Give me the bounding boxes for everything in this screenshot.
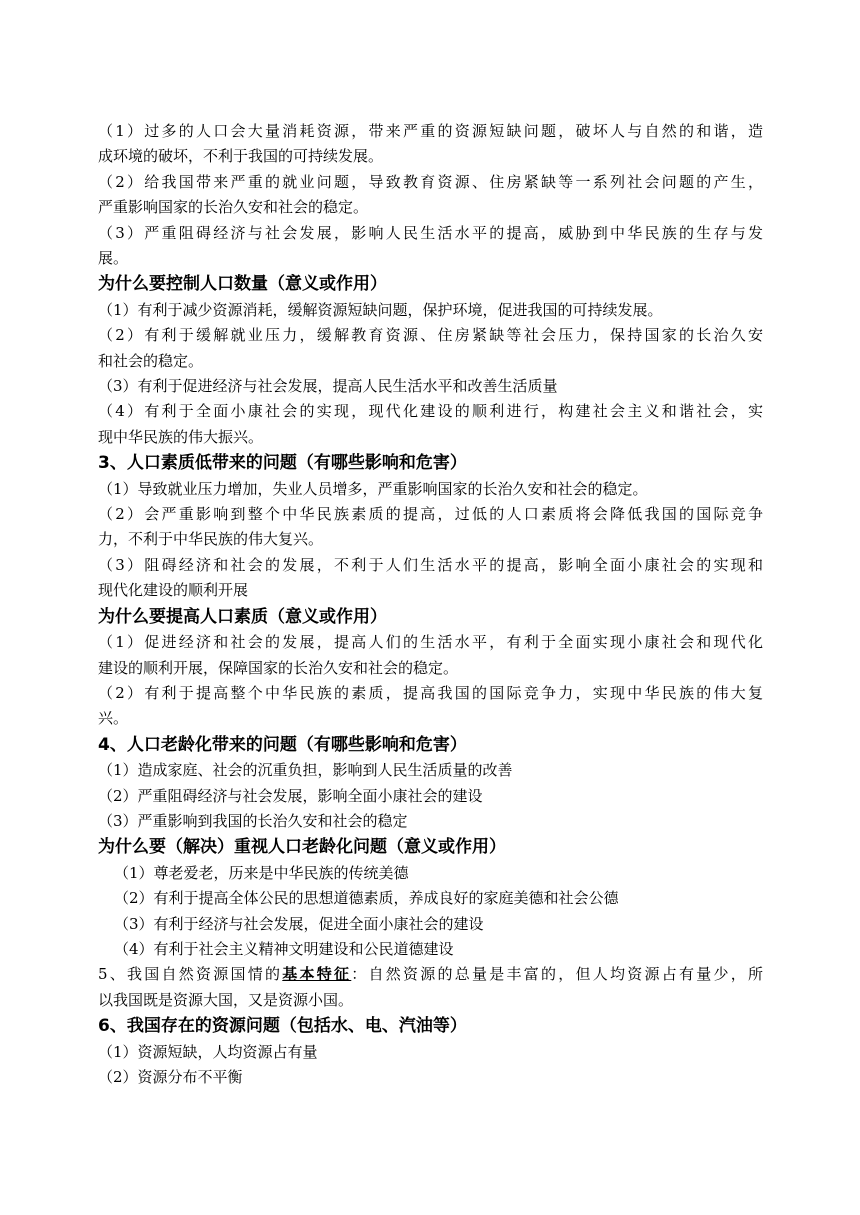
- body-line: （3）严重影响到我国的长治久安和社会的稳定: [98, 811, 408, 830]
- section-heading: 4、人口老龄化带来的问题（有哪些影响和危害）: [98, 734, 467, 755]
- section-heading: 为什么要（解决）重视人口老龄化问题（意义或作用）: [98, 837, 506, 858]
- body-line: 严重影响国家的长治久安和社会的稳定。: [98, 198, 369, 217]
- document-body: [98, 119, 763, 1091]
- body-line: （3）有利于促进经济与社会发展，提高人民生活水平和改善生活质量: [98, 377, 558, 396]
- body-line: （1）促进经济和社会的发展，提高人们的生活水平，有利于全面实现小康社会和现代化: [98, 633, 763, 652]
- body-line: （2）给我国带来严重的就业问题，导致教育资源、住房紧缺等一系列社会问题的产生，: [98, 172, 763, 191]
- body-line: （4）有利于全面小康社会的实现，现代化建设的顺利进行，构建社会主义和谐社会，实: [98, 402, 763, 421]
- section-heading: 为什么要控制人口数量（意义或作用）: [98, 274, 387, 295]
- body-line: 现代化建设的顺利开展: [98, 581, 249, 600]
- body-line: （2）会严重影响到整个中华民族素质的提高，过低的人口素质将会降低我国的国际竞争: [98, 505, 763, 524]
- body-line: （3）严重阻碍经济与社会发展，影响人民生活水平的提高，威胁到中华民族的生存与发: [98, 223, 763, 242]
- feature-suffix: ：自然资源的总量是丰富的，但人均资源占有量少，所: [351, 965, 763, 984]
- body-line: 成环境的破坏，不利于我国的可持续发展。: [98, 147, 384, 166]
- body-line: （1）过多的人口会大量消耗资源，带来严重的资源短缺问题，破坏人与自然的和谐，造: [98, 122, 763, 140]
- body-line: （2）有利于缓解就业压力，缓解教育资源、住房紧缺等社会压力，保持国家的长治久安: [98, 326, 763, 345]
- feature-line: [98, 962, 763, 987]
- body-line: 以我国既是资源大国，又是资源小国。: [98, 990, 354, 1009]
- body-line: （1）有利于减少资源消耗，缓解资源短缺问题，保护环境，促进我国的可持续发展。: [98, 300, 663, 319]
- body-line: 力，不利于中华民族的伟大复兴。: [98, 530, 324, 549]
- body-line: 和社会的稳定。: [98, 351, 204, 370]
- body-line: （1）造成家庭、社会的沉重负担，影响到人民生活质量的改善: [98, 761, 513, 780]
- section-heading: 3、人口素质低带来的问题（有哪些影响和危害）: [98, 453, 467, 474]
- feature-emphasis: 基本特征: [282, 965, 352, 984]
- body-line: （4）有利于社会主义精神文明建设和公民道德建设: [114, 940, 454, 959]
- body-line: （1）尊老爱老，历来是中华民族的传统美德: [114, 863, 409, 882]
- body-line: （3）阻碍经济和社会的发展，不利于人们生活水平的提高，影响全面小康社会的实现和: [98, 555, 763, 574]
- body-line: （3）有利于经济与社会发展，促进全面小康社会的建设: [114, 914, 484, 933]
- body-line: 建设的顺利开展，保障国家的长治久安和社会的稳定。: [98, 658, 459, 677]
- body-line: （2）有利于提高全体公民的思想道德素质，养成良好的家庭美德和社会公德: [114, 889, 619, 908]
- body-line: 展。: [98, 248, 129, 267]
- body-line: 兴。: [98, 709, 129, 728]
- body-line: （1）导致就业压力增加，失业人员增多，严重影响国家的长治久安和社会的稳定。: [98, 479, 648, 498]
- feature-prefix: 5、我国自然资源国情的: [98, 965, 283, 984]
- section-heading: 为什么要提高人口素质（意义或作用）: [98, 606, 387, 627]
- body-line: （2）有利于提高整个中华民族的素质，提高我国的国际竞争力，实现中华民族的伟大复: [98, 683, 763, 702]
- body-line: （2）严重阻碍经济与社会发展，影响全面小康社会的建设: [98, 786, 483, 805]
- body-line: 现中华民族的伟大振兴。: [98, 427, 264, 446]
- body-line: （2）资源分布不平衡: [98, 1068, 243, 1087]
- body-line: （1）资源短缺，人均资源占有量: [98, 1042, 318, 1061]
- section-heading: 6、我国存在的资源问题（包括水、电、汽油等）: [98, 1016, 467, 1037]
